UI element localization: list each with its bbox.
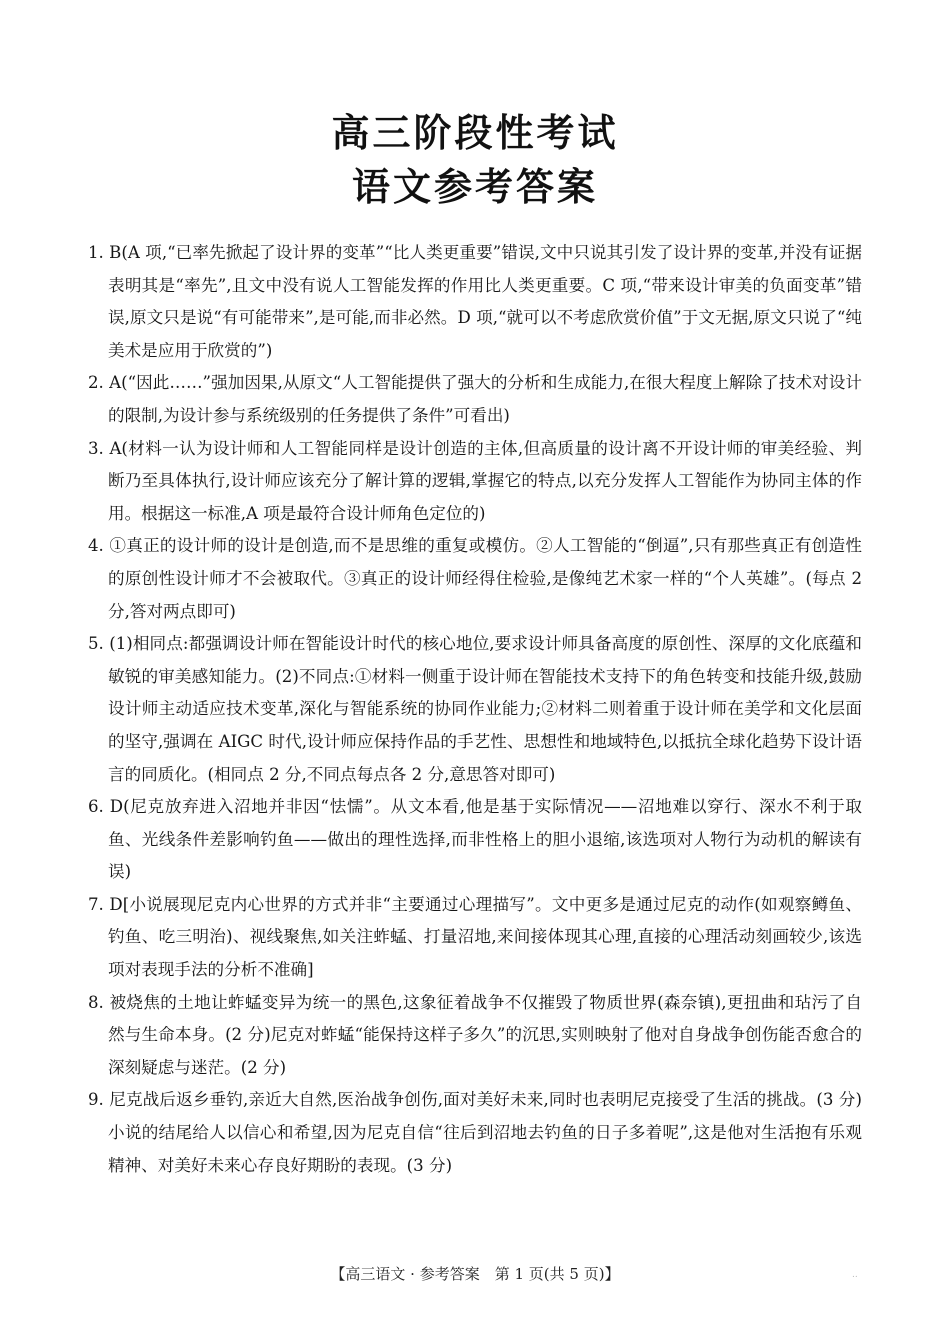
- page-title: 高三阶段性考试: [331, 111, 619, 155]
- answer-item-8: 8. 被烧焦的土地让蚱蜢变异为统一的黑色,这象征着战争不仅摧毁了物质世界(森奈镇),更扭曲和玷污了自然与生命本身。(2 分)尼克对蚱蜢“能保持这样子多久”的沉思,实则映射了他对自身战争创伤能否愈合的深刻疑虑与迷茫。(2 分): [88, 992, 862, 1077]
- answer-item-6: 6. D(尼克放弃进入沼地并非因“怯懦”。从文本看,他是基于实际情况——沼地难以穿行、深水不利于取鱼、光线条件差影响钓鱼——做出的理性选择,而非性格上的胆小退缩,该选项对人物行为动机的解读有误): [88, 797, 862, 882]
- answer-item-3: 3. A(材料一认为设计师和人工智能同样是设计创造的主体,但高质量的设计离不开设计师的审美经验、判断乃至具体执行,设计师应该充分了解计算的逻辑,掌握它的特点,以充分发挥人工智能作为协同主体的作用。根据这一标准,A 项是最符合设计师角色定位的): [88, 438, 862, 523]
- page-subtitle: 语文参考答案: [351, 165, 598, 209]
- answer-item-7: 7. D[小说展现尼克内心世界的方式并非“主要通过心理描写”。文中更多是通过尼克的动作(如观察鳟鱼、钓鱼、吃三明治)、视线聚焦,如关注蚱蜢、打量沼地,来间接体现其心理,直接的心理活动刻画较少,该选项对表现手法的分析不准确]: [88, 894, 862, 980]
- answer-item-5: 5. (1)相同点:都强调设计师在智能设计时代的核心地位,要求设计师具备高度的原创性、深厚的文化底蕴和敏锐的审美感知能力。(2)不同点:①材料一侧重于设计师在智能技术支持下的角色转变和技能升级,鼓励设计师主动适应技术变革,深化与智能系统的协同作业能力;②材料二则着重于设计师在美学和文化层面的坚守,强调在 AIGC 时代,设计师应保持作品的手艺性、思想性和地域特色,以抵抗全球化趋势下设计语言的同质化。(相同点 2 分,不同点每点各 2 分,意思答对即可): [88, 634, 862, 784]
- answer-item-4: 4. ①真正的设计师的设计是创造,而不是思维的重复或模仿。②人工智能的“倒逼”,只有那些真正有创造性的原创性设计师才不会被取代。③真正的设计师经得住检验,是像纯艺术家一样的“个人英雄”。(每点 2 分,答对两点即可): [88, 536, 862, 621]
- answer-list: [88, 237, 862, 1182]
- answer-item-2: 2. A(“因此……”强加因果,从原文“人工智能提供了强大的分析和生成能力,在很大程度上解除了技术对设计的限制,为设计参与系统级别的任务提供了条件”可看出): [88, 373, 862, 425]
- answer-item-9: 9. 尼克战后返乡垂钓,亲近大自然,医治战争创伤,面对美好未来,同时也表明尼克接受了生活的挑战。(3 分)小说的结尾给人以信心和希望,因为尼克自信“往后到沼地去钓鱼的日子多着呢”,这是他对生活抱有乐观精神、对美好未来心存良好期盼的表现。(3 分): [88, 1090, 862, 1175]
- answer-item-1: 1. B(A 项,“已率先掀起了设计界的变革”“比人类更重要”错误,文中只说其引发了设计界的变革,并没有证据表明其是“率先”,且文中没有说人工智能发挥的作用比人类更重要。C 项,“带来设计审美的负面变革”错误,原文只是说“有可能带来”,是可能,而非必然。D 项,“就可以不考虑欣赏价值”于文无据,原文只说了“纯美术是应用于欣赏的”): [88, 243, 862, 360]
- corner-mark: ..: [852, 1270, 858, 1280]
- page-footer: 【高三语文 · 参考答案 第 1 页(共 5 页)】: [330, 1265, 620, 1283]
